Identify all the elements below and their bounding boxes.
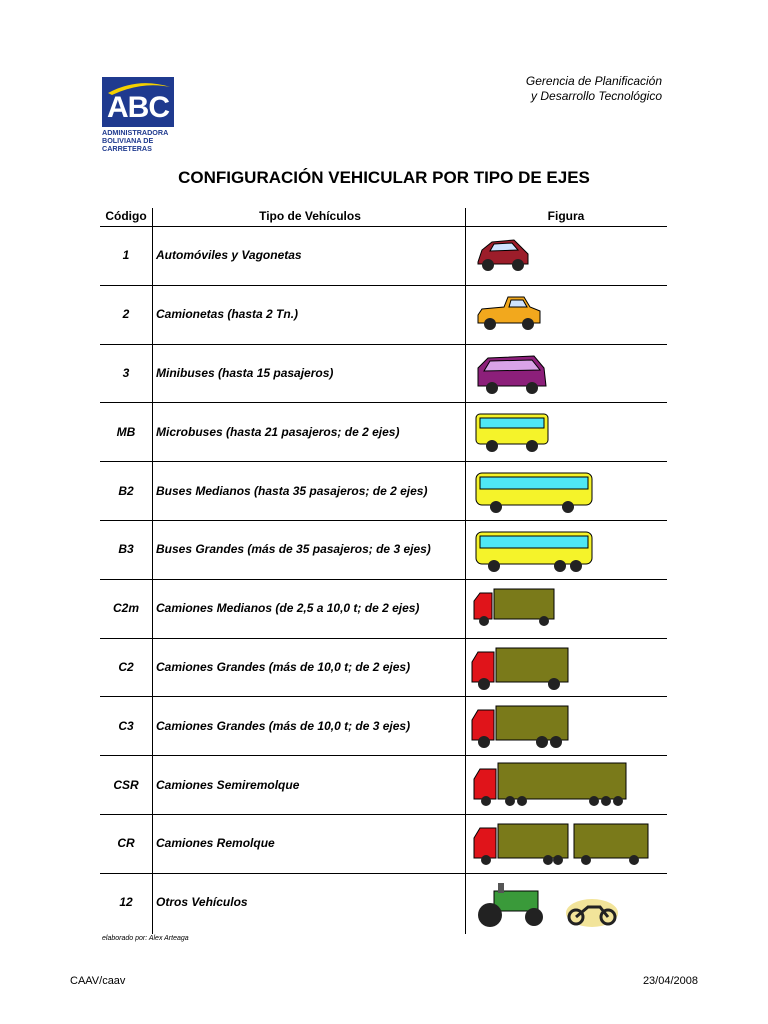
row-description: Camiones Remolque <box>156 836 275 851</box>
abc-logo <box>102 77 174 161</box>
trailer-truck-icon <box>470 820 652 875</box>
medium-bus-icon <box>472 467 596 520</box>
header-code: Código <box>105 209 147 223</box>
table-line <box>100 638 667 639</box>
large-bus-icon <box>472 526 596 579</box>
row-description: Otros Vehículos <box>156 895 248 910</box>
department-line-1: Gerencia de Planificación <box>525 74 662 88</box>
row-description: Microbuses (hasta 21 pasajeros; de 2 ejes) <box>156 424 400 439</box>
department-line-2: y Desarrollo Tecnológico <box>531 89 662 103</box>
department <box>526 74 662 104</box>
table-line <box>100 461 667 462</box>
logo-abbr: ABC <box>107 91 169 124</box>
row-description: Buses Medianos (hasta 35 pasajeros; de 2 ejes) <box>156 483 428 498</box>
three-axle-truck-icon <box>468 702 572 757</box>
row-code: C2m <box>112 601 139 616</box>
table-line <box>100 402 667 403</box>
row-description: Camiones Medianos (de 2,5 a 10,0 t; de 2 ejes) <box>156 601 420 616</box>
pickup-truck-icon <box>474 291 544 340</box>
table-line <box>100 696 667 697</box>
row-description: Camionetas (hasta 2 Tn.) <box>156 307 299 322</box>
row-code: 1 <box>122 248 130 263</box>
table-line <box>100 520 667 521</box>
header-figure: Figura <box>547 209 585 223</box>
medium-truck-icon <box>470 585 558 636</box>
minibus-icon <box>474 350 550 403</box>
table-line <box>100 344 667 345</box>
row-code: MB <box>116 424 136 439</box>
footer-date: 23/04/2008 <box>642 975 698 987</box>
logo-line-1: ADMINISTRADORA <box>102 128 169 137</box>
table-line <box>100 755 667 756</box>
row-code: CR <box>117 836 135 851</box>
row-description: Camiones Semiremolque <box>156 777 300 792</box>
table-line <box>100 226 667 227</box>
column-divider <box>152 208 153 934</box>
row-code: B2 <box>118 483 134 498</box>
row-description: Camiones Grandes (más de 10,0 t; de 3 ejes) <box>156 718 411 733</box>
table-line <box>100 814 667 815</box>
row-description: Automóviles y Vagonetas <box>156 248 302 263</box>
logo-line-3: CARRETERAS <box>102 144 152 153</box>
table-line <box>100 285 667 286</box>
row-code: 3 <box>122 366 130 380</box>
car-icon <box>474 232 534 281</box>
row-code: CSR <box>113 777 139 792</box>
row-code: 12 <box>119 895 133 910</box>
microbus-icon <box>472 408 552 459</box>
large-truck-icon <box>468 644 572 699</box>
row-code: C3 <box>118 718 134 733</box>
semitrailer-truck-icon <box>470 761 630 816</box>
logo-name <box>102 129 182 153</box>
footer-left: CAAV/caav <box>70 975 126 987</box>
tractor-motorcycle-icon <box>472 879 622 936</box>
row-code: 2 <box>122 307 130 322</box>
row-code: C2 <box>118 660 134 674</box>
row-code: B3 <box>118 542 134 557</box>
credit: elaborado por: Alex Arteaga <box>102 935 189 942</box>
row-description: Buses Grandes (más de 35 pasajeros; de 3 ejes) <box>156 542 431 557</box>
row-description: Minibuses (hasta 15 pasajeros) <box>156 366 334 380</box>
table-line <box>100 873 667 874</box>
header-type: Tipo de Vehículos <box>259 209 361 223</box>
table-line <box>100 579 667 580</box>
row-description: Camiones Grandes (más de 10,0 t; de 2 ejes) <box>156 660 411 674</box>
logo-line-2: BOLIVIANA DE <box>102 136 154 145</box>
page-title: CONFIGURACIÓN VEHICULAR POR TIPO DE EJES <box>178 168 590 187</box>
